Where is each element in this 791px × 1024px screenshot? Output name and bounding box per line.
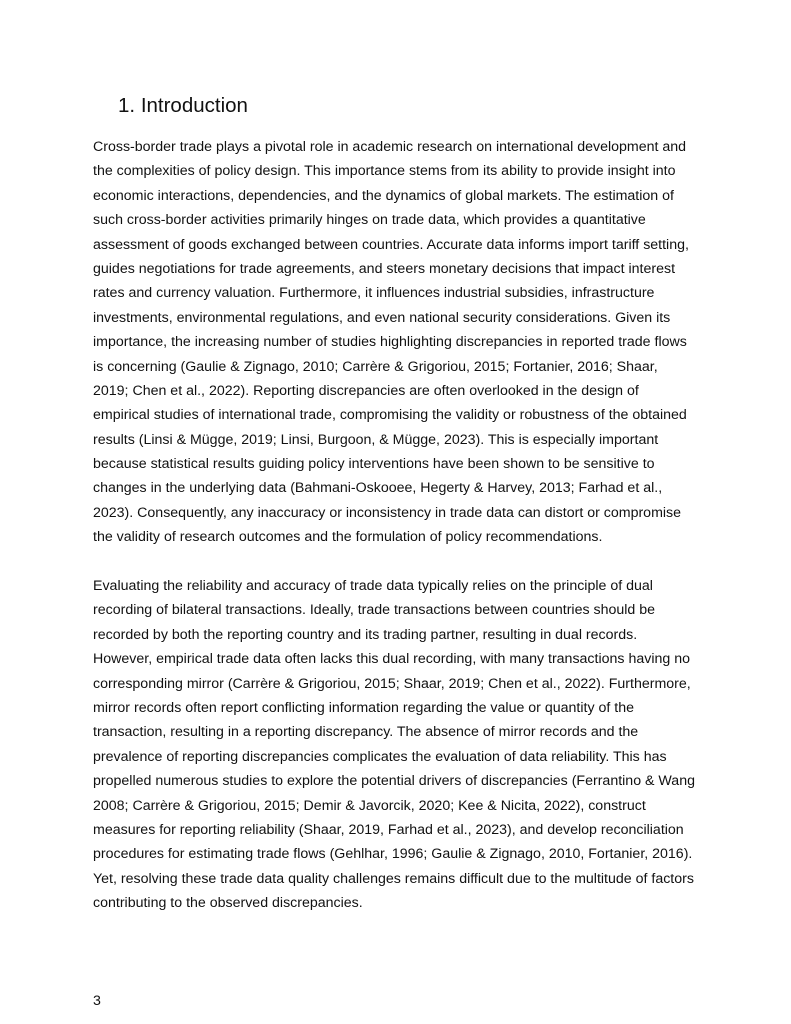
text-line: 2008; Carrère & Grigoriou, 2015; Demir & Javorcik, 2020; Kee & Nicita, 2022), construct: [93, 797, 646, 814]
text-line: mirror records often report conflicting information regarding the value or quantity of the: [93, 699, 634, 716]
text-line: rates and currency valuation. Furthermore, it influences industrial subsidies, infrastructure: [93, 285, 655, 302]
text-line: Evaluating the reliability and accuracy of trade data typically relies on the principle of dual: [93, 578, 653, 594]
text-line: because statistical results guiding policy interventions have been shown to be sensitive to: [93, 456, 655, 473]
text-line: results (Linsi & Mügge, 2019; Linsi, Burgoon, & Mügge, 2023). This is especially important: [93, 431, 659, 448]
text-line: contributing to the observed discrepancies.: [93, 895, 363, 912]
text-line: transaction, resulting in a reporting discrepancy. The absence of mirror records and the: [93, 724, 639, 741]
text-line: recording of bilateral transactions. Ideally, trade transactions between countries should be: [93, 602, 656, 619]
text-line: empirical studies of international trade, compromising the validity or robustness of the obtained: [93, 407, 687, 424]
text-line: recorded by both the reporting country and its trading partner, resulting in dual records.: [93, 626, 638, 643]
paragraph-dual-recording: [93, 574, 703, 915]
text-line: propelled numerous studies to explore the potential drivers of discrepancies (Ferrantino & Wang: [93, 773, 695, 790]
text-line: investments, environmental regulations, and even national security considerations. Given its: [93, 309, 671, 326]
text-line: changes in the underlying data (Bahmani-Oskooee, Hegerty & Harvey, 2013; Farhad et al.,: [93, 480, 663, 497]
text-line: measures for reporting reliability (Shaar, 2019, Farhad et al., 2023), and develop reconciliation: [93, 821, 684, 838]
section-number: 1.: [118, 94, 136, 117]
text-line: Cross-border trade plays a pivotal role in academic research on international development and: [93, 139, 687, 155]
text-line: 2023). Consequently, any inaccuracy or inconsistency in trade data can distort or compromise: [93, 504, 682, 521]
text-line: importance, the increasing number of studies highlighting discrepancies in reported trade flows: [93, 334, 687, 351]
text-line: assessment of goods exchanged between countries. Accurate data informs import tariff setting,: [93, 236, 689, 253]
text-line: However, empirical trade data often lacks this dual recording, with many transactions having no: [93, 651, 690, 668]
text-line: economic interactions, dependencies, and the dynamics of global markets. The estimation of: [93, 187, 674, 204]
text-line: is concerning (Gaulie & Zignago, 2010; Carrère & Grigoriou, 2015; Fortanier, 2016; Shaar,: [93, 358, 658, 375]
text-line: corresponding mirror (Carrère & Grigoriou, 2015; Shaar, 2019; Chen et al., 2022). Furthermore,: [93, 675, 691, 692]
text-line: guides negotiations for trade agreements, and steers monetary decisions that impact interest: [93, 260, 676, 277]
page-number: 3: [93, 993, 101, 1009]
text-line: such cross-border activities primarily hinges on trade data, which provides a quantitative: [93, 212, 646, 229]
text-line: the complexities of policy design. This importance stems from its ability to provide insight into: [93, 163, 676, 180]
text-line: procedures for estimating trade flows (Gehlhar, 1996; Gaulie & Zignago, 2010, Fortanier, 2016).: [93, 846, 693, 863]
text-line: the validity of research outcomes and the formulation of policy recommendations.: [93, 529, 603, 546]
text-line: 2019; Chen et al., 2022). Reporting discrepancies are often overlooked in the design of: [93, 382, 639, 399]
text-line: Yet, resolving these trade data quality challenges remains difficult due to the multitude of factors: [93, 870, 694, 887]
paragraph-intro-trade-data: [93, 135, 703, 550]
text-line: prevalence of reporting discrepancies complicates the evaluation of data reliability. This has: [93, 748, 667, 765]
section-title: Introduction: [140, 94, 248, 117]
section-heading: [118, 92, 248, 120]
